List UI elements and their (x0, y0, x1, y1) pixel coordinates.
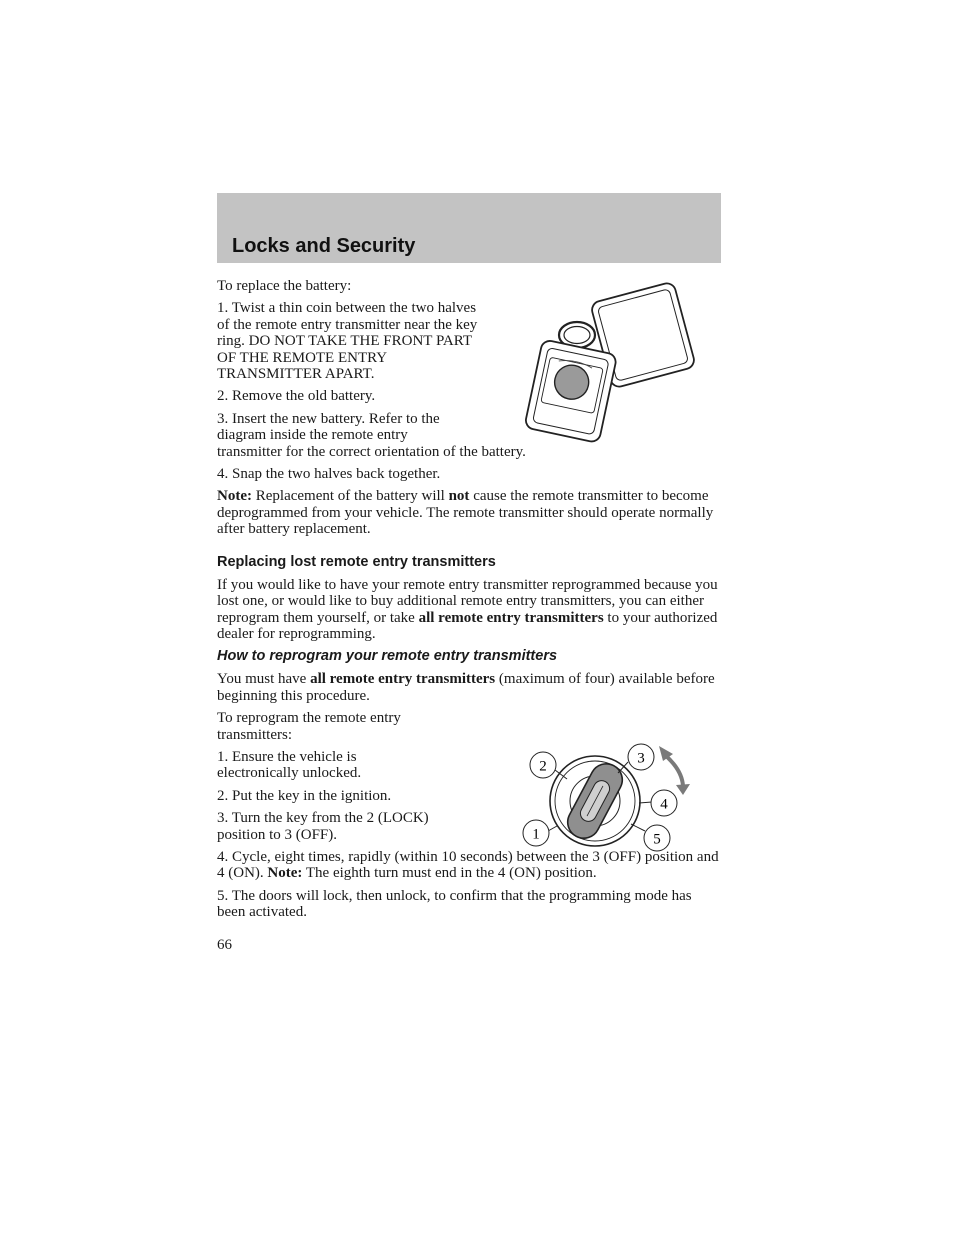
battery-step-2: 2. Remove the old battery. (217, 388, 376, 405)
reprogram-step-4 (217, 849, 722, 882)
page-content (217, 278, 722, 954)
lost-emphasis: all remote entry transmitters (418, 609, 604, 626)
requirement-text-2: (maximum of four) available before beginning this procedure. (217, 671, 715, 704)
requirement-emphasis: all remote entry transmitters (310, 671, 496, 688)
battery-step-1: 1. Twist a thin coin between the two halves of the remote entry transmitter near the key ring. DO NOT TAKE THE FRONT PART OF THE REMOTE ENTRY TRANSMITTER APART. (217, 300, 478, 383)
position-label-3: 3 (637, 750, 645, 767)
section-header (217, 193, 721, 263)
battery-step-4: 4. Snap the two halves back together. (217, 466, 441, 483)
note-label: Note: (217, 488, 252, 505)
lost-text-2: to your authorized dealer for reprogramming. (217, 609, 718, 642)
position-label-5: 5 (653, 831, 661, 848)
lost-transmitters-text (217, 577, 722, 643)
step-4-text-2: The eighth turn must end in the 4 (ON) position. (302, 865, 597, 882)
note-text-1: Replacement of the battery will (251, 488, 449, 505)
reprogram-step-1: 1. Ensure the vehicle is electronically unlocked. (217, 748, 362, 782)
note-emphasis: not (448, 488, 470, 505)
battery-step-3-part-1: 3. Insert the new battery. Refer to the diagram inside the remote entry (217, 410, 440, 444)
section-title: Locks and Security (232, 235, 416, 257)
page-number: 66 (217, 936, 232, 953)
note-text-2: cause the remote transmitter to become deprogrammed from your vehicle. The remote transmitter should operate normally after battery replacement. (217, 488, 714, 538)
step-4-text-1: 4. Cycle, eight times, rapidly (within 10 seconds) between the 3 (OFF) position and 4 (ON). (217, 848, 719, 882)
reprogram-heading: How to reprogram your remote entry transmitters (217, 648, 558, 665)
reprogram-step-2: 2. Put the key in the ignition. (217, 787, 392, 804)
battery-intro: To replace the battery: (217, 278, 352, 294)
battery-step-3 (217, 411, 722, 460)
position-label-4: 4 (660, 796, 668, 813)
battery-note (217, 488, 722, 537)
position-label-2: 2 (539, 758, 547, 775)
lost-text-1: If you would like to have your remote entry transmitter reprogrammed because you lost one, or would like to buy additional remote entry transmitters, you can either reprogram them yourself, or take (217, 576, 718, 626)
lost-transmitters-heading: Replacing lost remote entry transmitters (217, 553, 496, 570)
reprogram-requirement (217, 671, 722, 704)
position-label-1: 1 (532, 826, 540, 843)
reprogram-step-3: 3. Turn the key from the 2 (LOCK) position to 3 (OFF). (217, 810, 429, 843)
reprogram-intro: To reprogram the remote entry transmitters: (217, 710, 401, 743)
step-4-note-label: Note: (267, 865, 303, 882)
battery-step-3-part-2: transmitter for the correct orientation of the battery. (217, 443, 526, 460)
requirement-text-1: You must have (217, 671, 311, 688)
reprogram-step-5: 5. The doors will lock, then unlock, to confirm that the programming mode has been activated. (217, 887, 692, 921)
